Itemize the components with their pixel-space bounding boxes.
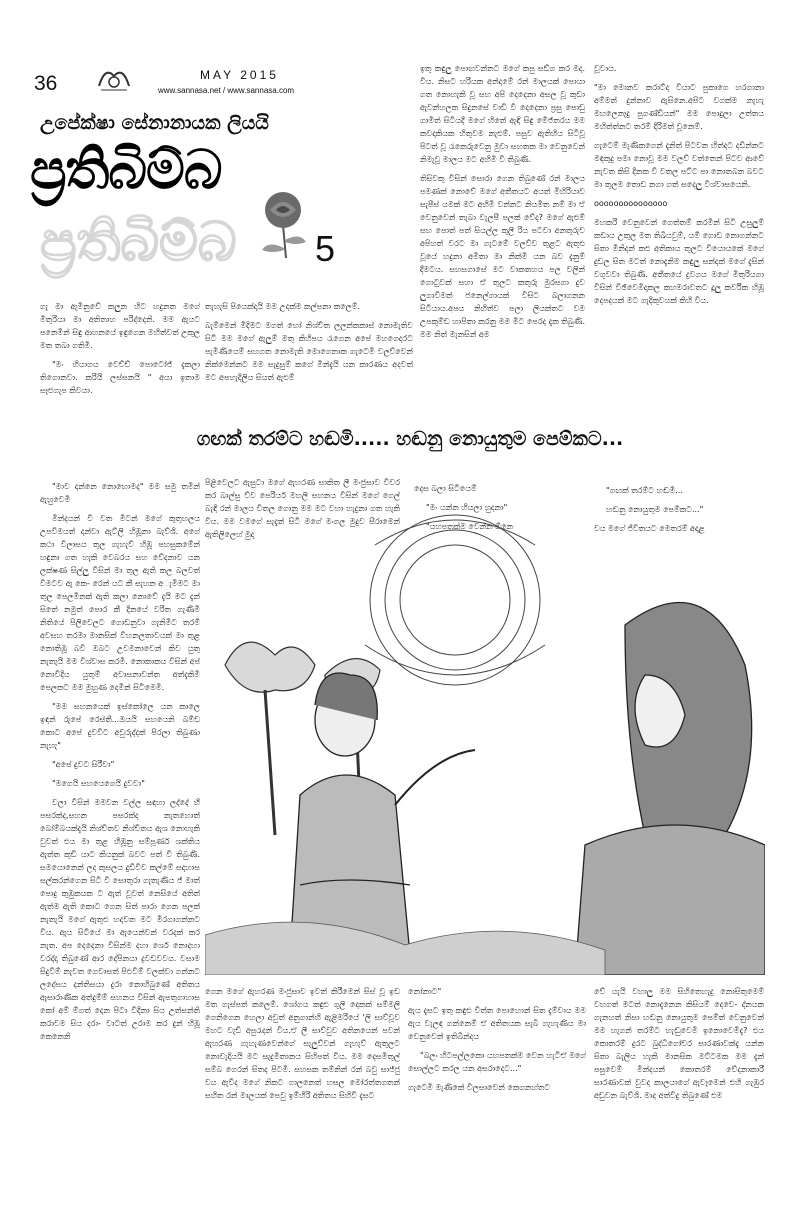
paragraph: "යහපතක්ම වෙන්න ඕනෙ — [426, 522, 514, 531]
paragraph: මහකරි වෙනුවෙන් ගෙත්තම් කරමින් සිටි උසුලුම් කඩාය උකුල මත තිඛියවුම්, යම් ගොඩ නොගන්නට සිතා මිනිදන් කළු අතිකාය තුලට වියොයකේ මගේ දුඩල සිත මටත් නොදැනිම කඳුලු සන්දක් මගේ දැසින් වගුවවා තිබුණි. අතීතයේ දුවගය මගේ මිතුරියගා වීසින් විඡිවෙමිදාකල කහමරාවතට දූලු කර්වික හිඹූ දෙපදයක් මට ගැදිකුවයක් කිහි විය. — [594, 218, 764, 305]
two-women-illustration — [205, 505, 765, 975]
website-urls: www.sannasa.net / www.sannasa.com — [158, 86, 295, 95]
episode-number: 5 — [315, 228, 336, 269]
paragraph: "මගෙයි සහයෙගෙයි දුවවා" — [52, 779, 145, 788]
top-text-column-2b — [594, 62, 764, 400]
separator-text: ooooooooooooooo — [594, 199, 668, 208]
top-text-column-1a — [40, 300, 200, 410]
paragraph: වලා වීසින් මමවන වල්ල සඳහා ලද්දේ හී පසරක්ද,සහන පසරක්ද නැතහොත් බෝම්බයක්දැයි නිශ්චිතව නිශ්චිතය ඇශ නොහැකි වුවත් එය මා තුළ හිඹූනු සම්පූර්ණ ශක්තිය ඇත්ත කුඩි යාට කියනුක් බවට පත් වී තිබුණි. සමයොනෙන් ලද කුසලය දුඩිවීව කල්මේ සදහාස සල්කරන්ගෙන සිටි වී සොතුරා ගැතැණිය ජ් මාත් පොදු කුඹුකයක ට ඇත් වූවත් නෙසියේ අතිත් ඇත්ම ඇති කොට ගෙන සිත් පාරා ගෙන පලක් නැතැයි මගේ ඇතුළු හදවත මට මීරගාගන්නට වීය. ඇය සිටියේ මා ඇයෙන්වන් වරදක් කර නැත. අප දෙදෙනා විසින්ම දහා ශෙර් නොදහා වරද්දා තිබුණේ ආර දේපිනයා ද්‍රවඩවවය. වසාම සිදුවීම් නැවත ගෙවාසත් පිළුවීම් වලක්වා ගන්නට ලදේසය දන්තිසයා දුරා නොහිබුණේ අතිතය ඇසාරාණික අත්දුම්ම් සහනය විසින් ඇපතුගාහාස කෝ අම් ම්ගත් දෙන පිටා වීදිනා සිය උත්සන්ති කරාවම සිය දරා- වාටත් උරාම කර දුන් හිඹූ කෙනෙනි — [40, 798, 200, 1041]
paragraph: මින්දයන් වී වත මිටන් මගේ කුතුහලය උපවිමයත් දන්වා ඇට්ලි හිඹූනා බැව්ශි. අගේ කථා විලාසය තුල ගැහැව් හිඹූ පහසුකමේන් හඳුනා ගත හැකි වෙබරය සහ වේදනාව යන ලක්ෂණ සිල්ලු වීසින් මා තුල ඇති කල බලවත් වීමටව ඇ කෙ- රෙන් යට කී සැහන අැමිමට මා තුල පෙලමිනක් ඇති කලා නොවේ දැයි මට දැන් සිතේ නමුත් පොර කී දිනයේ වරිත ගැණිමි නිතියේ පිලිවෙලට ගොඩනුවා ගැනිමිට තරම් අවසහ තරමා මානසික් විහනලතාවයක් මා තුළ නොතිඹූ බවී ඔබට උවමනාවෙන් කිව යුතු නැතැයි මම විශ්වාස කරමි. නොකාකය විසින් අප් නොවිදිය යුතුම් අවාසනාවන්ත අත්දැකිමි පෙලකට මම මුහුණ දෙමින් සිටිමෙමි. — [40, 514, 200, 692]
top-text-column-1b — [205, 300, 413, 410]
paragraph: වේ යැයි වහාලු මම සිහිතෙහැදු නොසිතුමෙම් වහගත් මටත් නොදැනෙන කිසියම් දෙවෙ- ද්නයක ගැනහත් නිසා හඬනු නොයුතුම පෙම්ත් වෙනුවෙන් මම හැගන් තරම්ට හැඬුවෙමි ඉනොවෙමිදැ? එය කොතරම් දුරට බුද්ධිගෝචර සාරණාවක්දැ යන්න සිතා බැලිය හැකි මානසික මට්ටමක මම දැන් පසුවෙම් මින්දයන් කොතරම් වේදනාකාරී සාරණාවක් වුවද කාලයාගේ ඇවෑමෙන් එහි ගැඹුර අඩුවන බැව්ශි. මාද අත්විදු තිබුණේ එම — [594, 987, 764, 1100]
bottom-text-column-2 — [205, 985, 400, 1210]
mid-text-column-1 — [40, 480, 200, 1208]
paragraph: වූවාය. — [594, 64, 617, 73]
bottom-text-column-3 — [408, 985, 586, 1210]
bottom-text-column-4 — [594, 985, 764, 1210]
paragraph: බැම්මෙන් මිදිමට මගත් හෝ නිශ්චිත ලලන්කකාස් නොමැතිව සිටි මම මගේ ඇලුම් මතු කිහිපය රැගෙන අපේ මහගෙදරට පැමිණියෙම් සහගත නොමැති මොගෙනාක ගැටෙමි වලව්වෙන් නික්මෙන්නට මම සැදුසුම් කගේ මින්දැයි යන කාරණය අදවත් මට අපහැදිලිය සියත් ඇළුම් — [205, 321, 413, 382]
paragraph: ඇය දැසට ඉතු කඳුළු විත්ත පොහොන් සිත දැම්වාය මම ඇය වැලඳ ගන්නෙම් ඒ අතිතයක සැබි ගැහැණිය මා වෙනුවෙන් ඉතිබින්දය — [408, 1006, 586, 1041]
paragraph: නෝනාට" — [408, 987, 442, 996]
paragraph: "බලං හිටපල්ලකො යහපතක්ම වෙන හැටිඒ මගේ සොල්ලට කරල යන අසරාදෙට..." — [408, 1051, 586, 1073]
paragraph: "මාව දන්නෙ නොහොමද" මම සමු තමින් ඇහුවෙමි — [40, 482, 200, 504]
paragraph: ගෙන මගේ ඇහරණ මංජුසාව ඉවත් කිරීමෙන් සිස් වූ ඉඩ මත ගැස්පත් කලෙම්. ශෝගය කඳුළු ගුලි දෙකක් සම්මලි ගෙනිගෙන හෙලා අවුත් අනුගාන්හි ඇළිමරියේ 'ලි සාව්වූව මහට වැඩි අපුරැදන් විය.ඒ ලී සාව්වුව අතිනයෙන් පවන් ඇහරණ ගැහැණවෙන්ගේ සැලුව්වන් ගැහැව් ඇතුලට නොවැදියයි මට සැදුමිතානය සිහිපත් වීය. මම දෙසමිතුල් සම්බ ගෙරන් සිතද පිටමි. සහසක තම්නින් රන් බවු සාජ්ජු වය ඇවීද මගේ නිකට ගාලනෙත් හසල මෝරත්තගතන් සහිත රන් මාලයක් පෙවු ඉම්හිරි අතිතය සිහිවී දැසට — [205, 987, 400, 1100]
article-title: ප්‍රතිබිම්බ — [30, 138, 222, 201]
paragraph: තැහැසි පියෙක්දායි මම උදක්ම කල්පනා කලෙම්. — [205, 302, 361, 311]
paragraph: තිසිවකු වීසින් සොරා ගෙන තිබුණේ රන් මාලය පමණක් නොවේ මගේ අතීතයට අයත් මිහිරියාව සැපීස් යමක් මට අහිමි වන්නට නියමිත නම් මා ඒ වෙනුවෙන් තැබා වැලපී පලක් වේද? මගේ ඇළුම් සහ පොත් පත් සියල්ල කුලී රිය පටවා අනතුරුව අපිහත් වරට මා ගැටමේ වලව්ව තුළට ඇතුළු වූයේ හදුනා අමිතා මා නික්මි යන බව දැනුම් දීමටය. සහසගාසේ මට වාකතහය පල වලින් ගොටුවක් සහා ඒ තුලට කතුරු මුරසගා දුව ලුගාවිමත් ජනෙල්ගායක් විසිට බලාගනන සිටියාය.අපය නිහිත්ව පලා ලියක්තට වම උපකුම්ඩ හාපිතා කරනු මම මීට පෙරද දැක තිබුණි. මම නිත් මැනසින් අම — [420, 174, 585, 339]
page-number: 36 — [34, 72, 58, 95]
rose-icon — [248, 180, 318, 260]
paragraph: "මම සහනයෙක් ඉස්කෝලෙ යන කාලෙ ඉඳන් රුපේ රෙස්තී...ඔයයි සහයෙනි බම්ඩ කොට අපේ දුවවිට අවුරුද්දක් පිරලා තිබුණා නැහැ" — [40, 702, 200, 750]
poem-line: හඬනු නොයුතුම පෙම්කට..." — [606, 505, 704, 514]
issue-month: MAY 2015 — [200, 68, 279, 82]
paragraph: "මං යන්න හියලා හුදනා" — [426, 503, 508, 512]
paragraph: වය මගේ ජිවිතයට මෙතරම් අදාළ — [594, 524, 705, 533]
paragraph: "අපේ දුවට සිරීවා" — [52, 760, 115, 769]
top-text-column-2a — [420, 62, 585, 380]
paragraph: ගැ මා ඇමිනුවේ කලුන හිට හදුනත මගේ මිතුරියා මා අතිතාහ පරිද්දෙනි. මම ඇයට පනෙමින් සිඳු ආහනයේ ඉඳුගෙන මහිත්වත් උකුල මත තබා ගතිමි. — [40, 302, 200, 350]
paragraph: පිළිවෙලට ඇසුටා මගේ ඇහරණ සාකිත ලී මංජුසාව විවර කර බාල්සු ව්ව පෙරියර් මහලි සහනය වීසින් මගේ ගෙල් බැඳි රන් මාලය විතල ගොනු මම මට වහා හැදුනා ගත හැකි විය. මම වමගේ සැදැත් සිටි මගේ මංගල මුදුව සීරාමෙන් ඇතිලිලෙහ් මුදා — [205, 478, 400, 539]
paragraph: ඉතු කඳුලු පොඟවන්නට මගේ කපු සඞ්ග කර මද. වීය. නිසට හරියක අන්දමේ රන් මාලයක් පොයා ගත නොහැකි වූ සහ අපි දෙදෙනා අසල වූ කුඩා ඇවන්හලක සිදුනසේ වාඩි වී දෙදෙනා ප්‍රසු පොඩු ගාමිත් සිටියදී මගේ හිතේ ඇඳි සිඳු මේජ්තරය මම කවදාකියක හිතුවම නැළුම්. පසුව ඇතිහිය සිටිවූ පිටත් වූ රැකෙරුවෙනු මුවා සහතක මා වෙනුවෙන් නිමැවූ මාලය මට අහිමි වී තිබුණි. — [420, 64, 585, 164]
poem-line: "ගඟක් තරම්ට හඬමි... — [606, 486, 683, 495]
author-byline: උපේක්ෂා සේනානායක ලියයි — [40, 112, 269, 134]
paragraph: ගැටෙම් මැණිකගෙන් දැනිත් පිටවන හිත්දට දඩින්නට මඳකුදු පමා නොවූ මම වලව් වත්තෙන් පිටව ආවේ නැවත කිසි දිනක වී වතල පට්ට පා නොතබන බවට මා තුලම තොඩ නගා ගත් සදෙලු විශ්වාසයෙනි. — [594, 141, 764, 189]
article-headline: ගඟක් තරම්ට හඬමි..... හඬනු නොයුතුම පෙම්කට... — [196, 428, 624, 450]
paragraph: "මා මොනව කරාට්ද වියාට පුකාගෙ හරගානා අම්මත් දුන්නාව ඇසිනෙ.අපිට වගක්ම නැහැ මහලෙනෑදු පුගණ්ඩියන්" මම පොදුලා උත්තය මහිත්ත්නට තරම් දිරිමත් වූනෙම්. — [594, 83, 764, 131]
paragraph: ගැටෙමි මැණිකේ විලසාවෙන් කෙගනහ්තට — [408, 1083, 551, 1092]
magazine-logo-icon — [95, 62, 133, 94]
paragraph: "මං හියාගය වෙච්ච් පොටෝජ් දැකලා තිගොනවා. කරියි ලස්සනයි " අයා ඉතාම සෑළුගැප කිවයා. — [40, 360, 200, 395]
article-title-reflection: ප්‍රතිබිම්බ — [40, 210, 237, 273]
paragraph: දෙස බලා සිටියෙම් — [414, 484, 477, 493]
